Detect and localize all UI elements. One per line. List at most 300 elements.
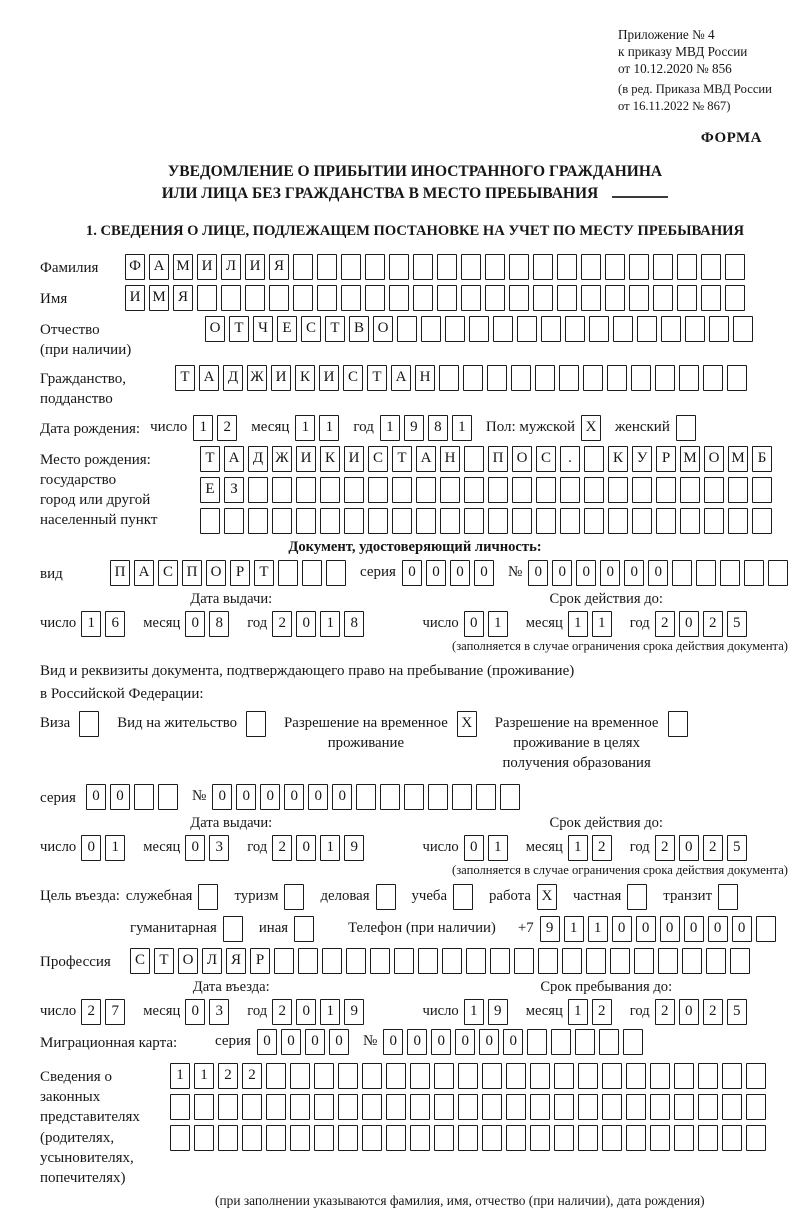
form-cell: 0 bbox=[236, 784, 256, 810]
form-cell bbox=[487, 365, 507, 391]
surname-cells bbox=[125, 254, 749, 280]
form-cell: С bbox=[536, 446, 556, 472]
form-cell bbox=[607, 365, 627, 391]
form-cell bbox=[362, 1125, 382, 1151]
form-cell: К bbox=[608, 446, 628, 472]
field-identity-doc bbox=[40, 560, 790, 586]
form-cell: А bbox=[134, 560, 154, 586]
field-surname bbox=[40, 254, 790, 280]
form-cell bbox=[650, 1094, 670, 1120]
form-cell bbox=[637, 316, 657, 342]
form-cell bbox=[284, 884, 304, 910]
form-cell bbox=[410, 1094, 430, 1120]
form-cell: И bbox=[296, 446, 316, 472]
form-cell bbox=[589, 316, 609, 342]
mig-series-cells bbox=[257, 1029, 353, 1055]
form-cell: П bbox=[488, 446, 508, 472]
form-cell: М bbox=[680, 446, 700, 472]
form-cell bbox=[728, 508, 748, 534]
form-cell bbox=[197, 285, 217, 311]
form-cell bbox=[512, 477, 532, 503]
birth-year-cells bbox=[380, 415, 476, 441]
form-cell bbox=[442, 948, 462, 974]
form-cell: Т bbox=[325, 316, 345, 342]
form-cell bbox=[581, 285, 601, 311]
form-cell bbox=[376, 884, 396, 910]
doc-dates bbox=[40, 591, 790, 637]
form-cell: 3 bbox=[209, 835, 229, 861]
form-cell: И bbox=[344, 446, 364, 472]
form-cell: Я bbox=[173, 285, 193, 311]
form-cell: 2 bbox=[703, 999, 723, 1025]
form-cell: 0 bbox=[212, 784, 232, 810]
phone-prefix: +7 bbox=[517, 919, 534, 936]
form-cell bbox=[701, 285, 721, 311]
form-cell bbox=[461, 285, 481, 311]
birth-day-label: число bbox=[150, 418, 188, 435]
form-cell bbox=[434, 1125, 454, 1151]
form-cell bbox=[440, 508, 460, 534]
form-cell bbox=[696, 560, 716, 586]
form-cell: 0 bbox=[474, 560, 494, 586]
form-cell: 2 bbox=[592, 999, 612, 1025]
temp-permit-checkbox bbox=[457, 711, 481, 737]
form-cell: С bbox=[130, 948, 150, 974]
form-cell: 1 bbox=[452, 415, 472, 441]
form-cell: 0 bbox=[479, 1029, 499, 1055]
form-cell bbox=[744, 560, 764, 586]
form-title-line2: ИЛИ ЛИЦА БЕЗ ГРАЖДАНСТВА В МЕСТО ПРЕБЫВАНИЯ bbox=[40, 183, 790, 205]
form-cell bbox=[511, 365, 531, 391]
form-cell: 2 bbox=[592, 835, 612, 861]
patronymic-cells bbox=[205, 316, 757, 342]
form-cell bbox=[464, 477, 484, 503]
form-cell: 2 bbox=[272, 611, 292, 637]
form-cell: 0 bbox=[679, 835, 699, 861]
purpose-transit-checkbox bbox=[718, 884, 742, 910]
form-cell bbox=[629, 254, 649, 280]
annex-line: к приказу МВД России bbox=[618, 44, 748, 60]
form-cell bbox=[752, 477, 772, 503]
form-cell: 1 bbox=[588, 916, 608, 942]
form-cell bbox=[272, 477, 292, 503]
form-cell: А bbox=[149, 254, 169, 280]
form-cell: 5 bbox=[727, 611, 747, 637]
form-cell bbox=[674, 1094, 694, 1120]
phone-cells bbox=[540, 916, 780, 942]
mig-number-label: № bbox=[362, 1032, 378, 1049]
form-cell: И bbox=[245, 254, 265, 280]
form-cell: 2 bbox=[655, 835, 675, 861]
form-cell bbox=[728, 477, 748, 503]
purpose-study-checkbox bbox=[453, 884, 477, 910]
form-cell: 0 bbox=[305, 1029, 325, 1055]
form-cell bbox=[365, 254, 385, 280]
form-cell bbox=[655, 365, 675, 391]
form-cell bbox=[246, 711, 266, 737]
form-cell: 0 bbox=[600, 560, 620, 586]
form-title-line1: УВЕДОМЛЕНИЕ О ПРИБЫТИИ ИНОСТРАННОГО ГРАЖДАНИНА bbox=[167, 163, 663, 181]
form-cell: Т bbox=[254, 560, 274, 586]
form-cell: Н bbox=[440, 446, 460, 472]
form-cell bbox=[578, 1063, 598, 1089]
form-cell bbox=[746, 1063, 766, 1089]
purpose-tourism-label: туризм bbox=[234, 887, 279, 904]
form-cell: О bbox=[512, 446, 532, 472]
annex-line: от 10.12.2020 № 856 bbox=[618, 61, 732, 77]
temp-permit-edu-checkbox bbox=[668, 711, 692, 737]
form-cell bbox=[272, 508, 292, 534]
form-cell: 0 bbox=[281, 1029, 301, 1055]
option-residence-permit bbox=[117, 710, 270, 737]
form-cell: М bbox=[149, 285, 169, 311]
field-birth-date bbox=[40, 415, 790, 441]
form-cell: Т bbox=[154, 948, 174, 974]
representatives-note: (при заполнении указываются фамилия, имя, отчество (при наличии), дата рождения) bbox=[215, 1193, 705, 1209]
form-cell bbox=[527, 1029, 547, 1055]
form-cell: 0 bbox=[296, 999, 316, 1025]
form-cell bbox=[626, 1125, 646, 1151]
form-cell bbox=[314, 1094, 334, 1120]
annex-amend-line: от 16.11.2022 № 867) bbox=[618, 98, 731, 113]
form-cell bbox=[294, 916, 314, 942]
form-cell: 0 bbox=[660, 916, 680, 942]
form-cell: 1 bbox=[488, 611, 508, 637]
form-cell: И bbox=[319, 365, 339, 391]
form-cell: 5 bbox=[727, 999, 747, 1025]
field-profession bbox=[40, 948, 790, 974]
form-cell: 3 bbox=[209, 999, 229, 1025]
form-cell bbox=[389, 285, 409, 311]
doc-series-label: серия bbox=[360, 563, 396, 580]
form-cell: Т bbox=[367, 365, 387, 391]
form-cell bbox=[602, 1063, 622, 1089]
form-cell: 0 bbox=[528, 560, 548, 586]
form-cell bbox=[554, 1125, 574, 1151]
entry-dates bbox=[40, 979, 790, 1025]
temp-permit-label: Разрешение на временное проживание bbox=[284, 715, 448, 752]
form-cell bbox=[634, 948, 654, 974]
form-cell bbox=[506, 1094, 526, 1120]
form-cell: А bbox=[416, 446, 436, 472]
visa-label: Виза bbox=[40, 715, 71, 732]
form-cell bbox=[674, 1063, 694, 1089]
form-cell bbox=[293, 285, 313, 311]
form-cell: 0 bbox=[296, 835, 316, 861]
form-cell bbox=[290, 1125, 310, 1151]
form-cell: И bbox=[271, 365, 291, 391]
form-cell: 1 bbox=[319, 415, 339, 441]
form-cell bbox=[536, 477, 556, 503]
form-cell bbox=[386, 1063, 406, 1089]
doc-kind-label: вид bbox=[40, 565, 63, 582]
form-cell bbox=[434, 1094, 454, 1120]
form-cell bbox=[245, 285, 265, 311]
form-cell bbox=[170, 1125, 190, 1151]
form-cell bbox=[506, 1063, 526, 1089]
form-cell: 0 bbox=[464, 611, 484, 637]
form-cell bbox=[453, 884, 473, 910]
form-cell: 8 bbox=[209, 611, 229, 637]
form-cell bbox=[658, 948, 678, 974]
form-cell bbox=[535, 365, 555, 391]
form-cell: О bbox=[373, 316, 393, 342]
form-cell bbox=[565, 316, 585, 342]
form-cell: 2 bbox=[81, 999, 101, 1025]
form-cell bbox=[242, 1094, 262, 1120]
stay-day-cells bbox=[464, 999, 512, 1025]
form-cell bbox=[709, 316, 729, 342]
form-cell: Д bbox=[223, 365, 243, 391]
field-entry-purpose-line2 bbox=[130, 916, 790, 942]
form-cell: Т bbox=[229, 316, 249, 342]
permit-valid-day-cells bbox=[464, 835, 512, 861]
visa-checkbox bbox=[79, 711, 103, 737]
form-cell bbox=[362, 1063, 382, 1089]
form-cell bbox=[458, 1125, 478, 1151]
form-cell bbox=[338, 1094, 358, 1120]
year-label: год bbox=[629, 839, 650, 856]
form-cell: 2 bbox=[655, 611, 675, 637]
entry-day-cells bbox=[81, 999, 129, 1025]
form-cell bbox=[439, 365, 459, 391]
form-cell bbox=[575, 1029, 595, 1055]
year-label: год bbox=[247, 1003, 268, 1020]
representatives-label: Сведения о законных представителях (родителях, усыновителях, попечителях) bbox=[40, 1068, 140, 1187]
permit-number-cells bbox=[212, 784, 524, 810]
form-cell bbox=[676, 415, 696, 441]
form-cell bbox=[746, 1125, 766, 1151]
annex-line: Приложение № 4 bbox=[618, 27, 715, 42]
form-cell: С bbox=[343, 365, 363, 391]
form-cell bbox=[680, 508, 700, 534]
form-cell bbox=[559, 365, 579, 391]
form-cell: 2 bbox=[272, 999, 292, 1025]
form-cell bbox=[656, 477, 676, 503]
form-cell bbox=[326, 560, 346, 586]
form-cell bbox=[302, 560, 322, 586]
purpose-label: Цель въезда: bbox=[40, 887, 120, 904]
residence-intro: Вид и реквизиты документа, подтверждающего право на пребывание (проживание) в Российской Федерации: bbox=[40, 662, 575, 702]
form-cell: 1 bbox=[488, 835, 508, 861]
birth-place-label: Место рождения: государство город или другой населенный пункт bbox=[40, 451, 158, 529]
form-cell bbox=[421, 316, 441, 342]
residence-doc-options bbox=[40, 710, 790, 774]
form-cell: Т bbox=[200, 446, 220, 472]
form-cell: 6 bbox=[105, 611, 125, 637]
form-cell bbox=[581, 254, 601, 280]
form-cell bbox=[682, 948, 702, 974]
form-cell bbox=[650, 1125, 670, 1151]
form-cell: 1 bbox=[320, 999, 340, 1025]
form-cell bbox=[320, 508, 340, 534]
year-label: год bbox=[247, 839, 268, 856]
purpose-study-label: учеба bbox=[411, 887, 448, 904]
form-cell: А bbox=[391, 365, 411, 391]
form-cell bbox=[538, 948, 558, 974]
form-cell bbox=[476, 784, 496, 810]
form-cell: 9 bbox=[540, 916, 560, 942]
form-cell bbox=[584, 477, 604, 503]
form-cell: 8 bbox=[428, 415, 448, 441]
form-cell bbox=[752, 508, 772, 534]
form-cell: 0 bbox=[185, 999, 205, 1025]
form-cell bbox=[626, 1094, 646, 1120]
form-cell bbox=[266, 1125, 286, 1151]
form-cell bbox=[536, 508, 556, 534]
form-cell: 1 bbox=[320, 611, 340, 637]
form-cell bbox=[679, 365, 699, 391]
form-cell bbox=[338, 1063, 358, 1089]
form-cell bbox=[320, 477, 340, 503]
purpose-humanitarian-checkbox bbox=[223, 916, 247, 942]
form-cell bbox=[530, 1094, 550, 1120]
form-cell: 5 bbox=[727, 835, 747, 861]
form-cell bbox=[269, 285, 289, 311]
form-cell bbox=[493, 316, 513, 342]
form-cell: 0 bbox=[308, 784, 328, 810]
field-migration-card bbox=[40, 1029, 790, 1055]
permit-issue-day-cells bbox=[81, 835, 129, 861]
form-cell: 0 bbox=[576, 560, 596, 586]
form-cell: 0 bbox=[332, 784, 352, 810]
form-cell: 1 bbox=[320, 835, 340, 861]
form-cell bbox=[722, 1125, 742, 1151]
form-cell bbox=[578, 1125, 598, 1151]
form-cell bbox=[668, 711, 688, 737]
purpose-transit-label: транзит bbox=[663, 887, 713, 904]
form-cell: 0 bbox=[455, 1029, 475, 1055]
form-cell: З bbox=[224, 477, 244, 503]
form-cell: 2 bbox=[272, 835, 292, 861]
form-cell bbox=[290, 1094, 310, 1120]
form-cell bbox=[218, 1125, 238, 1151]
form-cell: 0 bbox=[684, 916, 704, 942]
representatives-cells-row1 bbox=[170, 1063, 770, 1089]
form-cell: X bbox=[537, 884, 557, 910]
stay-until-caption: Срок пребывания до: bbox=[540, 978, 673, 995]
permit-number-label: № bbox=[191, 787, 207, 804]
form-cell bbox=[437, 254, 457, 280]
year-label: год bbox=[629, 1003, 650, 1020]
form-cell bbox=[629, 285, 649, 311]
form-cell: 1 bbox=[81, 611, 101, 637]
form-cell bbox=[338, 1125, 358, 1151]
form-cell bbox=[725, 285, 745, 311]
form-cell bbox=[509, 285, 529, 311]
purpose-official-label: служебная bbox=[125, 887, 193, 904]
form-cell: Я bbox=[226, 948, 246, 974]
purpose-work-label: работа bbox=[489, 887, 531, 904]
form-cell bbox=[557, 285, 577, 311]
form-cell bbox=[416, 477, 436, 503]
form-cell: 0 bbox=[503, 1029, 523, 1055]
form-cell: 1 bbox=[170, 1063, 190, 1089]
birth-month-cells bbox=[295, 415, 343, 441]
form-cell bbox=[386, 1125, 406, 1151]
form-cell bbox=[314, 1063, 334, 1089]
form-cell: 1 bbox=[380, 415, 400, 441]
form-cell: 0 bbox=[185, 611, 205, 637]
form-cell bbox=[370, 948, 390, 974]
form-cell: X bbox=[457, 711, 477, 737]
form-cell bbox=[464, 446, 484, 472]
form-cell bbox=[584, 508, 604, 534]
day-label: число bbox=[40, 839, 77, 856]
profession-label: Профессия bbox=[40, 953, 111, 970]
form-cell: Р bbox=[230, 560, 250, 586]
form-cell bbox=[560, 477, 580, 503]
form-cell bbox=[488, 508, 508, 534]
form-cell: 0 bbox=[708, 916, 728, 942]
form-cell bbox=[632, 508, 652, 534]
mig-series-label: серия bbox=[215, 1032, 251, 1049]
sex-female-checkbox bbox=[676, 415, 700, 441]
form-cell: Р bbox=[656, 446, 676, 472]
profession-cells bbox=[130, 948, 754, 974]
form-cell bbox=[602, 1125, 622, 1151]
form-cell bbox=[389, 254, 409, 280]
form-cell: 2 bbox=[218, 1063, 238, 1089]
form-cell: И bbox=[125, 285, 145, 311]
form-cell: Ф bbox=[125, 254, 145, 280]
form-cell: К bbox=[320, 446, 340, 472]
year-label: год bbox=[247, 615, 268, 632]
entry-date-caption: Дата въезда: bbox=[192, 978, 270, 995]
option-visa bbox=[40, 710, 103, 737]
form-cell bbox=[293, 254, 313, 280]
permit-valid-month-cells bbox=[568, 835, 616, 861]
form-cell: 1 bbox=[568, 999, 588, 1025]
form-cell: Н bbox=[415, 365, 435, 391]
form-cell: 2 bbox=[655, 999, 675, 1025]
form-cell bbox=[200, 508, 220, 534]
field-patronymic bbox=[40, 316, 790, 361]
purpose-work-checkbox bbox=[537, 884, 561, 910]
form-cell bbox=[274, 948, 294, 974]
migration-card-label: Миграционная карта: bbox=[40, 1034, 178, 1051]
sex-male-label: Пол: мужской bbox=[485, 418, 576, 435]
form-cell bbox=[677, 285, 697, 311]
form-cell bbox=[610, 948, 630, 974]
form-cell: 0 bbox=[296, 611, 316, 637]
form-cell: У bbox=[632, 446, 652, 472]
form-cell: К bbox=[295, 365, 315, 391]
form-cell bbox=[266, 1063, 286, 1089]
form-cell: 0 bbox=[679, 611, 699, 637]
form-cell bbox=[158, 784, 178, 810]
sex-male-checkbox bbox=[581, 415, 605, 441]
month-label: месяц bbox=[143, 839, 181, 856]
form-cell bbox=[599, 1029, 619, 1055]
doc-issue-month-cells bbox=[185, 611, 233, 637]
form-cell bbox=[632, 477, 652, 503]
birth-place-cells-row3 bbox=[200, 508, 776, 534]
form-cell bbox=[756, 916, 776, 942]
form-cell bbox=[223, 916, 243, 942]
form-cell: 9 bbox=[488, 999, 508, 1025]
doc-valid-caption: Срок действия до: bbox=[549, 590, 663, 607]
form-cell: 0 bbox=[329, 1029, 349, 1055]
form-cell bbox=[698, 1125, 718, 1151]
form-cell bbox=[242, 1125, 262, 1151]
form-cell bbox=[602, 1094, 622, 1120]
form-cell: 2 bbox=[703, 835, 723, 861]
field-entry-purpose bbox=[40, 884, 790, 910]
purpose-private-label: частная bbox=[572, 887, 622, 904]
form-cell: 9 bbox=[344, 835, 364, 861]
form-cell: 1 bbox=[464, 999, 484, 1025]
